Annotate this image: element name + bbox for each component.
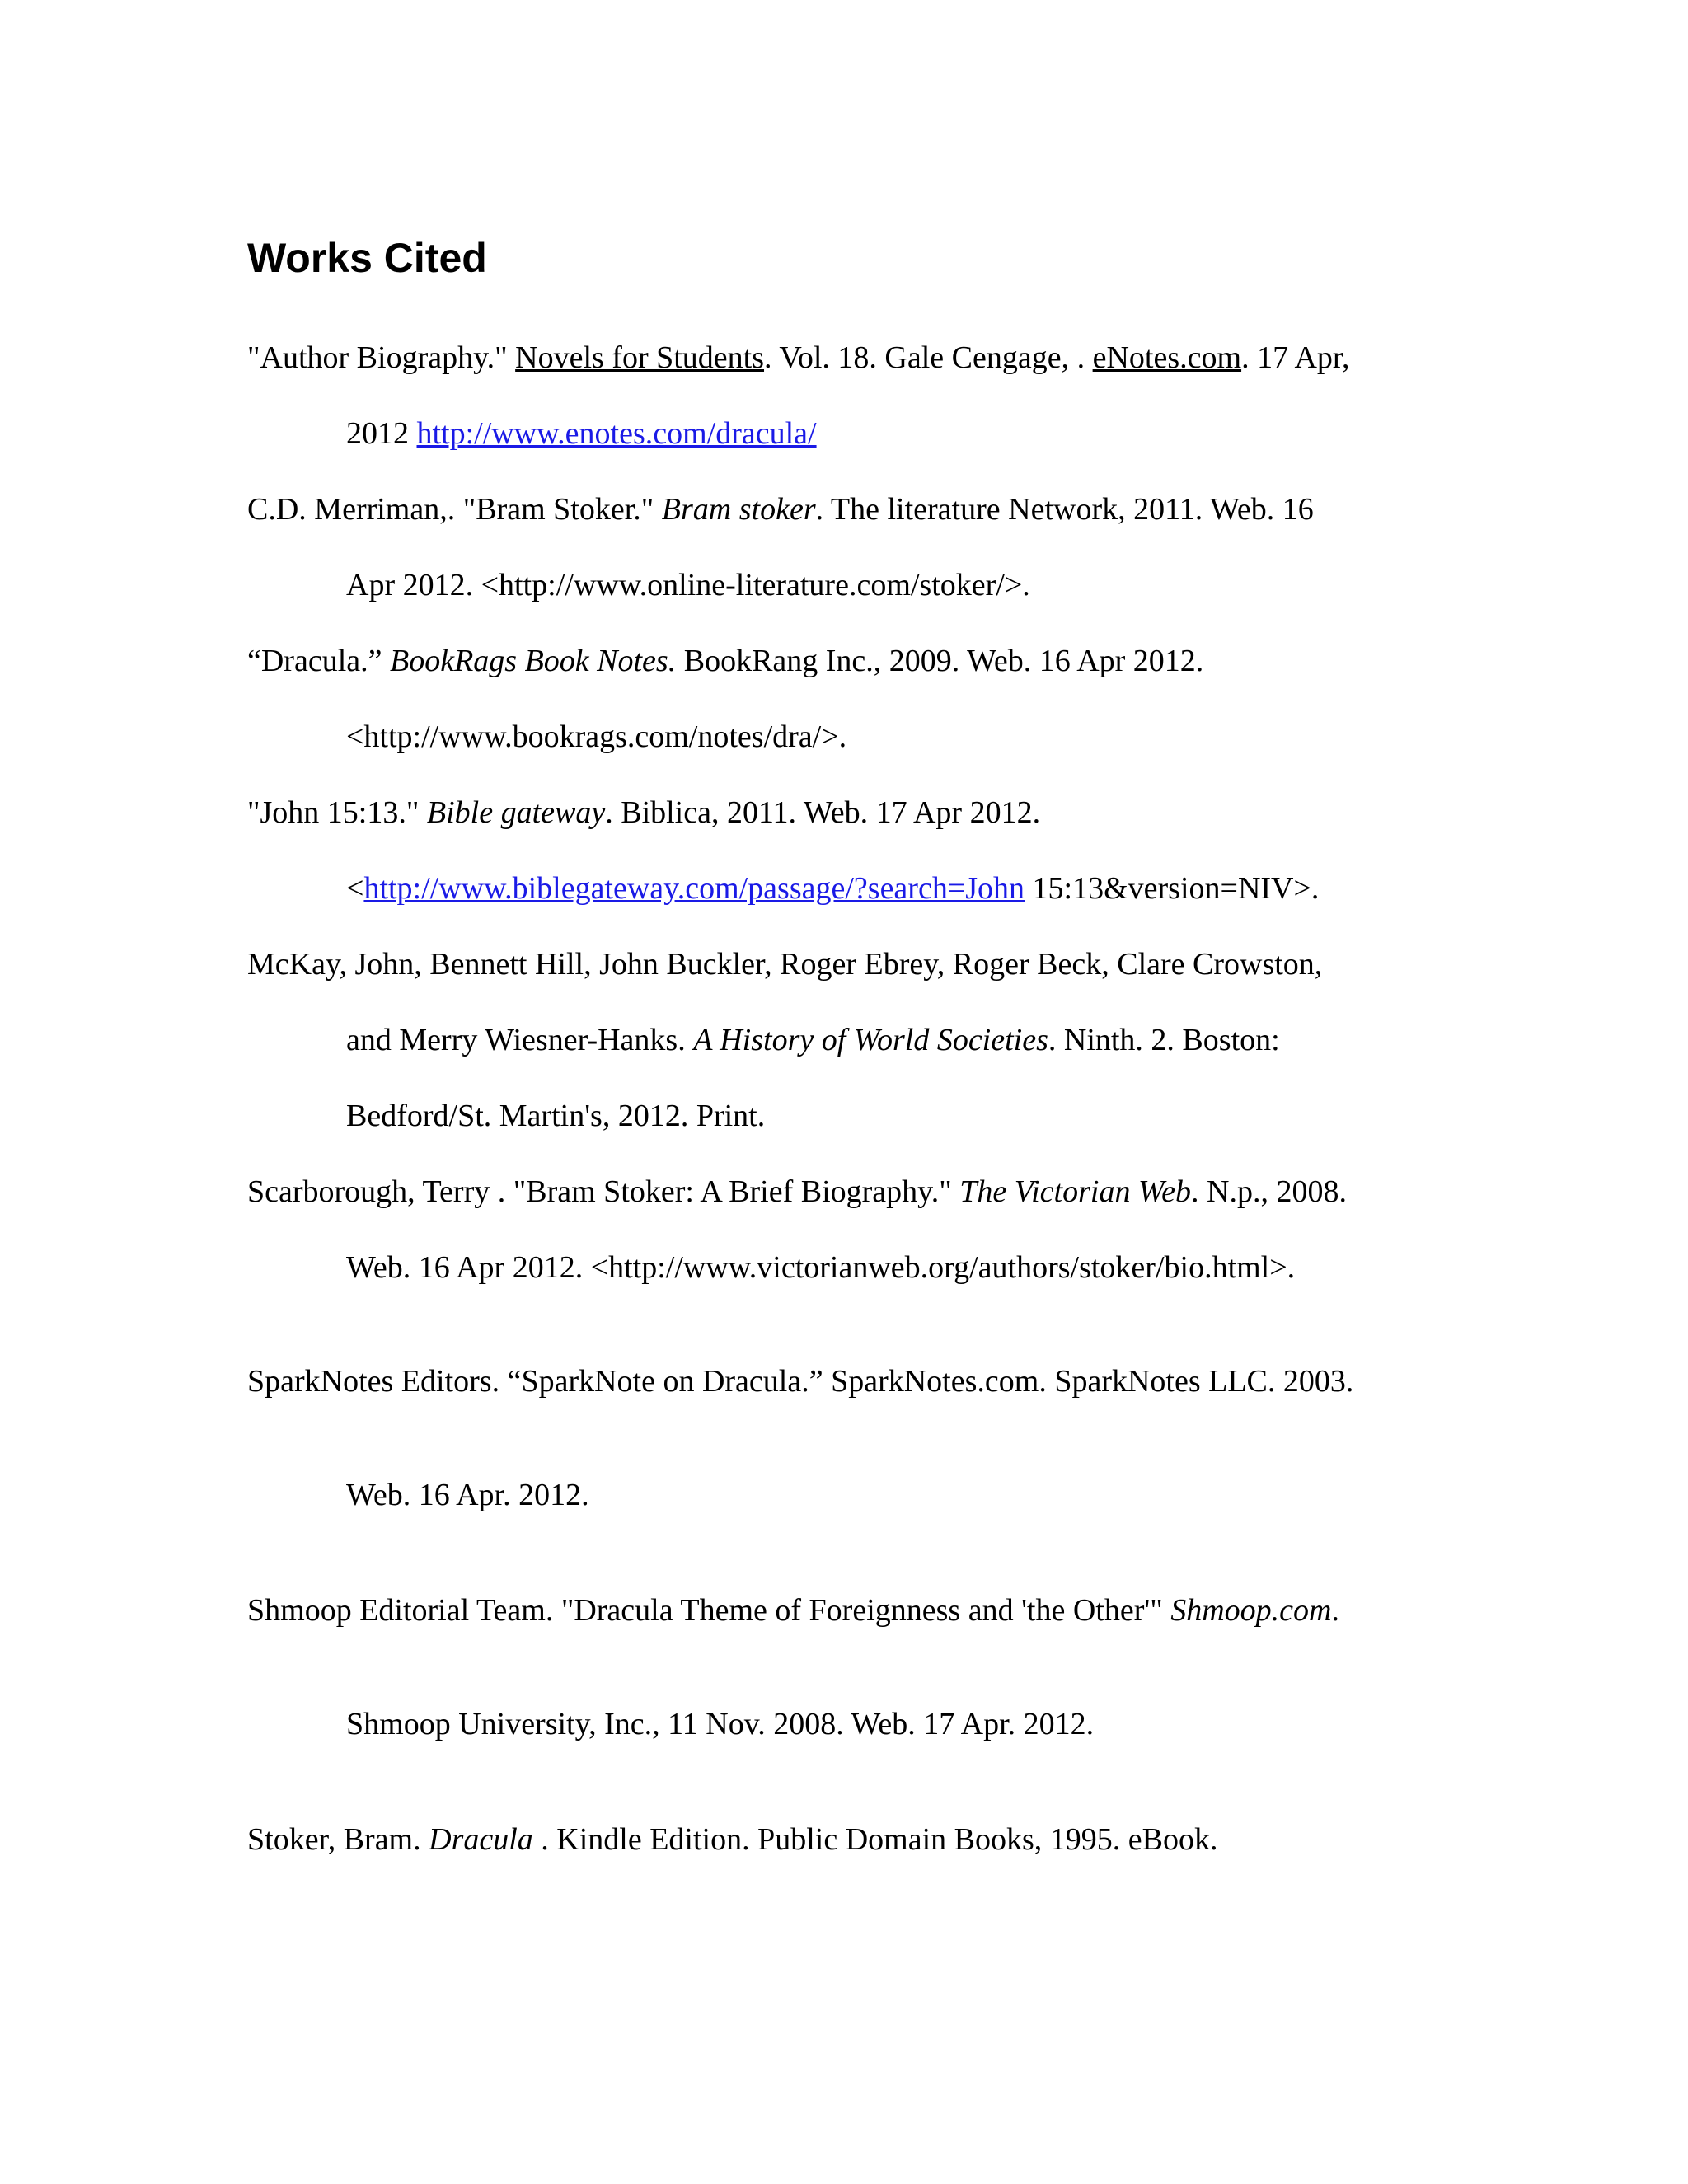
page-title: Works Cited xyxy=(247,235,487,281)
citation-text: . N.p., 2008. xyxy=(1191,1174,1347,1209)
citation-text: Stoker, Bram. xyxy=(247,1822,429,1857)
citation-text: Shmoop University, Inc., 11 Nov. 2008. Web. 17 Apr. 2012. xyxy=(346,1707,1095,1741)
citation-9-line-1 xyxy=(247,1818,1217,1861)
citation-6-line-1 xyxy=(247,1170,1347,1213)
citation-source-title: Novels for Students xyxy=(515,340,765,375)
citation-text: McKay, John, Bennett Hill, John Buckler, Roger Ebrey, Roger Beck, Clare Crowston, xyxy=(247,947,1323,982)
citation-5-line-1 xyxy=(247,943,1322,986)
citation-site-name: eNotes.com xyxy=(1092,340,1242,375)
citation-1-line-2 xyxy=(346,412,817,455)
citation-8-line-2 xyxy=(346,1703,1094,1746)
citation-4-line-1 xyxy=(247,791,1040,834)
citation-text: < xyxy=(346,871,364,906)
citation-text: . Ninth. 2. Boston: xyxy=(1048,1023,1280,1057)
citation-7-line-2 xyxy=(346,1474,589,1516)
citation-link[interactable]: http://www.biblegateway.com/passage/?search=John xyxy=(363,871,1025,906)
citation-source-title: A History of World Societies xyxy=(693,1023,1048,1057)
citation-2-line-2 xyxy=(346,564,1030,607)
citation-text: Web. 16 Apr. 2012. xyxy=(346,1478,589,1512)
citation-text: 2012 xyxy=(346,416,417,451)
citation-1-line-1 xyxy=(247,336,1350,379)
citation-text: "John 15:13." xyxy=(247,795,427,830)
citation-4-line-2 xyxy=(346,867,1319,910)
citation-text: Shmoop Editorial Team. "Dracula Theme of Foreignness and 'the Other'" xyxy=(247,1593,1171,1628)
citation-text: 15:13&version=NIV>. xyxy=(1025,871,1320,906)
citation-text: Bedford/St. Martin's, 2012. Print. xyxy=(346,1099,766,1133)
citation-text: . Biblica, 2011. Web. 17 Apr 2012. xyxy=(605,795,1041,830)
citation-source-title: Dracula xyxy=(429,1822,533,1857)
citation-text: Web. 16 Apr 2012. <http://www.victorianweb.org/authors/stoker/bio.html>. xyxy=(346,1250,1296,1285)
citation-text: . Kindle Edition. Public Domain Books, 1995. eBook. xyxy=(532,1822,1218,1857)
citation-text: Apr 2012. <http://www.online-literature.com/stoker/>. xyxy=(346,568,1030,602)
citation-3-line-2 xyxy=(346,715,846,758)
citation-text: . 17 Apr, xyxy=(1241,340,1350,375)
citation-source-title: Shmoop.com xyxy=(1170,1593,1332,1628)
citation-text: BookRang Inc., 2009. Web. 16 Apr 2012. xyxy=(676,644,1204,678)
citation-source-title: Bram stoker xyxy=(661,492,816,527)
citation-text: Scarborough, Terry . "Bram Stoker: A Brief Biography." xyxy=(247,1174,960,1209)
citation-text: "Author Biography." xyxy=(247,340,516,375)
citation-text: . Vol. 18. Gale Cengage, . xyxy=(764,340,1093,375)
citation-5-line-2 xyxy=(346,1019,1280,1062)
citation-6-line-2 xyxy=(346,1246,1295,1289)
citation-text: . The literature Network, 2011. Web. 16 xyxy=(815,492,1314,527)
citation-text: SparkNotes Editors. “SparkNote on Dracula.” SparkNotes.com. SparkNotes LLC. 2003. xyxy=(247,1364,1354,1399)
citation-text: “Dracula.” xyxy=(247,644,390,678)
citation-source-title: The Victorian Web xyxy=(959,1174,1191,1209)
citation-2-line-1 xyxy=(247,488,1314,531)
citation-source-title: Bible gateway xyxy=(426,795,606,830)
citation-5-line-3 xyxy=(346,1094,765,1137)
citation-text: <http://www.bookrags.com/notes/dra/>. xyxy=(346,719,847,754)
citation-7-line-1 xyxy=(247,1360,1353,1403)
citation-text: . xyxy=(1331,1593,1339,1628)
citation-text: and Merry Wiesner-Hanks. xyxy=(346,1023,694,1057)
citation-link[interactable]: http://www.enotes.com/dracula/ xyxy=(416,416,817,451)
citation-8-line-1 xyxy=(247,1589,1339,1632)
citation-source-title: BookRags Book Notes. xyxy=(390,644,677,678)
citation-3-line-1 xyxy=(247,640,1203,682)
citation-text: C.D. Merriman,. "Bram Stoker." xyxy=(247,492,662,527)
